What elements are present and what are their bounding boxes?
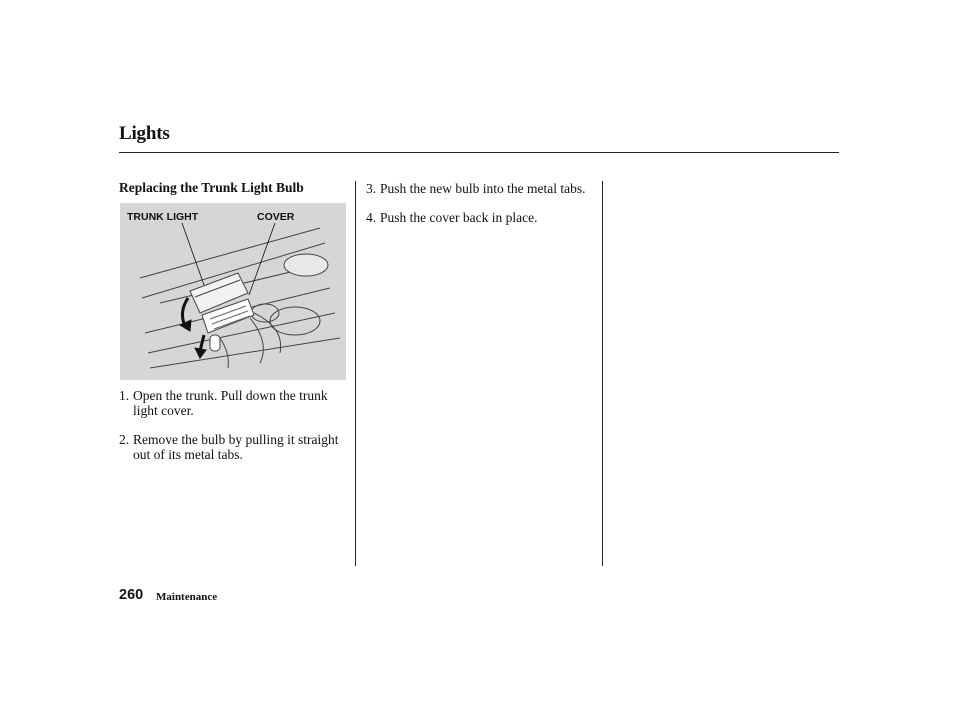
column-divider-right bbox=[602, 181, 603, 566]
step-item bbox=[119, 432, 345, 462]
footer-section-name: Maintenance bbox=[156, 591, 218, 603]
step-number: 1. bbox=[119, 388, 130, 403]
step-text: Open the trunk. Pull down the trunk light cover. bbox=[133, 388, 328, 418]
step-text: Push the new bulb into the metal tabs. bbox=[380, 181, 586, 196]
trunk-light-label: TRUNK LIGHT bbox=[127, 211, 199, 223]
step-number: 2. bbox=[119, 432, 130, 447]
step-text: Push the cover back in place. bbox=[380, 210, 538, 225]
trunk-light-illustration bbox=[120, 203, 346, 380]
step-item bbox=[119, 388, 345, 418]
step-number: 4. bbox=[366, 210, 377, 225]
page-number: 260 bbox=[119, 587, 144, 603]
section-heading: Replacing the Trunk Light Bulb bbox=[119, 180, 304, 195]
step-item bbox=[366, 210, 592, 225]
steps-list-col2 bbox=[366, 181, 592, 239]
step-number: 3. bbox=[366, 181, 377, 196]
column-divider-left bbox=[355, 181, 356, 566]
title-rule bbox=[119, 152, 839, 153]
step-item bbox=[366, 181, 592, 196]
cover-label: COVER bbox=[257, 211, 295, 223]
step-text: Remove the bulb by pulling it straight out of its metal tabs. bbox=[133, 432, 339, 462]
page-title: Lights bbox=[119, 123, 170, 144]
steps-list-col1 bbox=[119, 388, 345, 476]
trunk-light-drawing bbox=[120, 203, 346, 380]
